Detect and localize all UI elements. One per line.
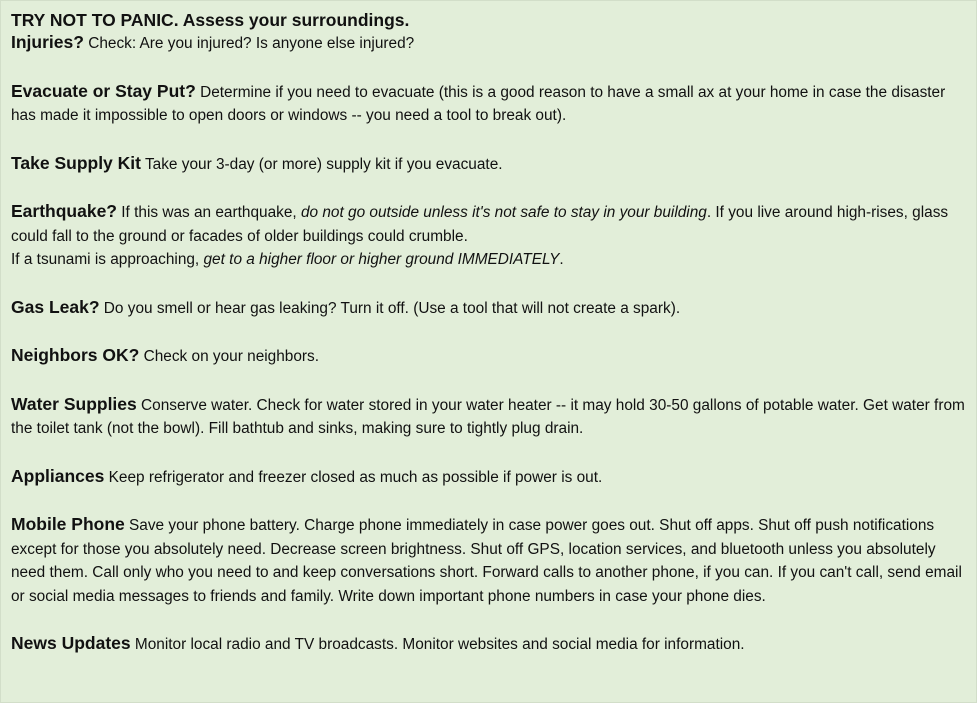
section-text: Save your phone battery. Charge phone immediately in case power goes out. Shut off apps. Shut off push notifications except for those you absolutely need. Decrease screen brightness. Shut off GPS, location services, and bluetooth unless you absolutely need them. Call only who you need to and keep conversations short. Forward calls to another phone, if you can. If you can't call, send email or social media messages to friends and family. Write down important phone numbers in case your phone dies. <box>11 517 962 605</box>
section-heading: Neighbors OK? <box>11 345 140 365</box>
section-heading: News Updates <box>11 633 131 653</box>
section-evacuate <box>11 80 966 128</box>
section-mobile-phone <box>11 513 966 608</box>
section-water <box>11 393 966 441</box>
section-text: If a tsunami is approaching, <box>11 251 204 268</box>
section-text: Monitor local radio and TV broadcasts. Monitor websites and social media for information. <box>130 636 745 653</box>
section-heading: Appliances <box>11 465 105 486</box>
section-text: Conserve water. Check for water stored in your water heater -- it may hold 30-50 gallons of potable water. Get water from the toilet tank (not the bowl). Fill bathtub and sinks, making sure to tightly plug drain. <box>11 396 965 437</box>
section-text: Check: Are you injured? Is anyone else injured? <box>83 35 415 52</box>
section-heading: Gas Leak? <box>11 296 100 317</box>
section-heading: Earthquake? <box>11 201 117 221</box>
section-neighbors <box>11 344 966 369</box>
tsunami-line <box>11 248 966 272</box>
page-title: TRY NOT TO PANIC. Assess your surroundings. <box>11 10 410 30</box>
section-earthquake <box>11 200 966 272</box>
section-text: Determine if you need to evacuate (this is a good reason to have a small ax at your home in case the disaster has made it impossible to open doors or windows -- you need a tool to break out). <box>11 83 946 124</box>
section-heading: Evacuate or Stay Put? <box>11 80 196 101</box>
section-text: . If you live around high-rises, glass could fall to the ground or facades of older buildings could crumble. <box>11 204 949 245</box>
section-news <box>11 632 966 657</box>
section-text: Check on your neighbors. <box>139 348 320 365</box>
section-injuries <box>11 31 966 56</box>
section-heading: Take Supply Kit <box>11 152 141 173</box>
section-text: . <box>559 251 564 268</box>
section-supply-kit <box>11 152 966 177</box>
section-text: If this was an earthquake, <box>117 204 301 221</box>
section-emphasis: do not go outside unless it's not safe to stay in your building <box>300 204 707 221</box>
section-heading: Injuries? <box>11 32 84 52</box>
section-appliances <box>11 465 966 490</box>
section-heading: Water Supplies <box>11 393 137 414</box>
section-gas-leak <box>11 296 966 321</box>
section-text: Take your 3-day (or more) supply kit if you evacuate. <box>140 155 503 173</box>
section-emphasis: get to a higher floor or higher ground IMMEDIATELY <box>203 251 560 268</box>
section-text: Do you smell or hear gas leaking? Turn it off. (Use a tool that will not create a spark). <box>99 299 681 317</box>
section-heading: Mobile Phone <box>11 514 125 534</box>
section-text: Keep refrigerator and freezer closed as much as possible if power is out. <box>104 468 603 486</box>
